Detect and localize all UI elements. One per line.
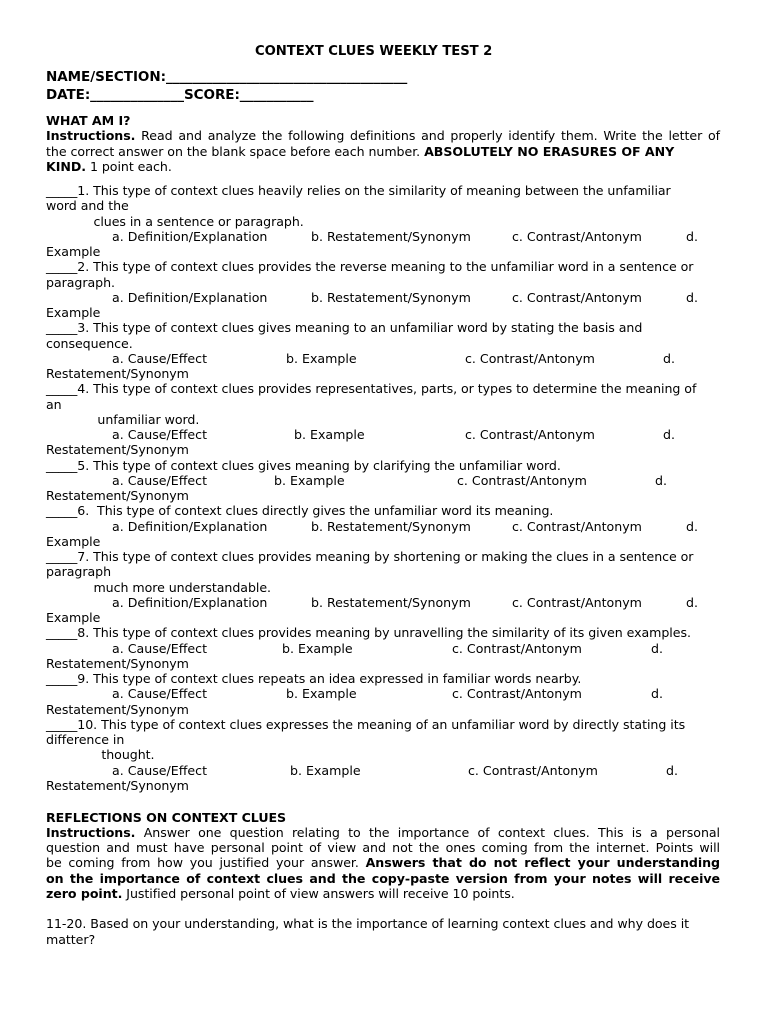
choice-b: b. Example bbox=[294, 427, 365, 442]
choice-a: a. Cause/Effect bbox=[112, 640, 208, 656]
question-stem-continued: paragraph bbox=[46, 564, 112, 580]
part2-heading: REFLECTIONS ON CONTEXT CLUES bbox=[46, 810, 287, 825]
instructions-label: Instructions. bbox=[46, 128, 136, 143]
part2-instructions-line5: zero point. Justified personal point of view answers will receive 10 points. bbox=[46, 886, 515, 901]
essay-question-line2: matter? bbox=[46, 932, 96, 947]
question-stem: _____2. This type of context clues provides the reverse meaning to the unfamiliar word in a sentence or bbox=[46, 259, 694, 275]
choice-d-text: Restatement/Synonym bbox=[46, 366, 189, 381]
part2-instructions-line4: on the importance of context clues and the copy-paste version from your notes will receive bbox=[46, 871, 720, 886]
question-stem: _____3. This type of context clues gives meaning to an unfamiliar word by stating the basis and bbox=[46, 320, 643, 336]
choice-d-letter: d. bbox=[651, 640, 663, 656]
choice-a: a. Definition/Explanation bbox=[112, 518, 268, 534]
choice-b: b. Restatement/Synonym bbox=[311, 289, 471, 305]
choice-d-letter: d. bbox=[686, 594, 698, 610]
choice-b: b. Example bbox=[286, 686, 357, 702]
choice-a: a. Definition/Explanation bbox=[112, 594, 268, 610]
choice-c: c. Contrast/Antonym bbox=[512, 228, 642, 244]
choice-d-text: Restatement/Synonym bbox=[46, 777, 189, 793]
choice-a: a. Cause/Effect bbox=[112, 472, 208, 488]
choice-c: c. Contrast/Antonym bbox=[452, 640, 582, 656]
name-section-line: NAME/SECTION:____________________________________ bbox=[46, 69, 408, 85]
choice-a: a. Cause/Effect bbox=[112, 427, 208, 442]
question-stem: _____4. This type of context clues provides representatives, parts, or types to determine the meaning of bbox=[46, 381, 697, 397]
choice-b: b. Restatement/Synonym bbox=[311, 228, 471, 244]
question-stem: _____6. This type of context clues directly gives the unfamiliar word its meaning. bbox=[46, 503, 554, 519]
question-stem: _____10. This type of context clues expresses the meaning of an unfamiliar word by directly stating its bbox=[46, 716, 686, 732]
choice-d-text: Example bbox=[46, 305, 101, 320]
part1-instructions-line1: Instructions. Read and analyze the following definitions and properly identify them. Write the letter of bbox=[46, 128, 720, 143]
choice-d-text: Example bbox=[46, 244, 101, 259]
question-stem-continued: word and the bbox=[46, 198, 129, 214]
instructions-label-2: Instructions. bbox=[46, 825, 136, 840]
question-stem: _____5. This type of context clues gives meaning by clarifying the unfamiliar word. bbox=[46, 457, 561, 473]
choice-d-text: Example bbox=[46, 533, 101, 549]
question-stem-continued: unfamiliar word. bbox=[46, 411, 200, 427]
choice-d-text: Restatement/Synonym bbox=[46, 655, 189, 671]
part1-heading: WHAT AM I? bbox=[46, 113, 131, 128]
choice-b: b. Example bbox=[282, 640, 353, 656]
date-score-line: DATE:______________SCORE:___________ bbox=[46, 87, 314, 103]
choice-b: b. Restatement/Synonym bbox=[311, 518, 471, 534]
question-stem-continued: difference in bbox=[46, 732, 125, 747]
choice-a: a. Cause/Effect bbox=[112, 350, 208, 366]
question-stem-continued: paragraph. bbox=[46, 274, 115, 290]
choice-d-letter: d. bbox=[686, 518, 698, 534]
choice-b: b. Example bbox=[290, 762, 361, 778]
choice-d-letter: d. bbox=[663, 427, 675, 442]
choice-d-letter: d. bbox=[686, 289, 698, 305]
choice-b: b. Example bbox=[274, 472, 345, 488]
choice-b: b. Example bbox=[286, 350, 357, 366]
choice-a: a. Definition/Explanation bbox=[112, 228, 268, 244]
choice-c: c. Contrast/Antonym bbox=[512, 518, 642, 534]
question-stem: _____9. This type of context clues repeats an idea expressed in familiar words nearby. bbox=[46, 671, 582, 686]
part2-instructions-line2: question and must have personal point of view and not the ones coming from the internet. Points will bbox=[46, 840, 720, 855]
essay-question-line1: 11-20. Based on your understanding, what is the importance of learning context clues and why does it bbox=[46, 916, 690, 931]
choice-d-text: Example bbox=[46, 610, 101, 625]
choice-d-text: Restatement/Synonym bbox=[46, 442, 189, 458]
choice-d-text: Restatement/Synonym bbox=[46, 701, 189, 717]
choice-a: a. Cause/Effect bbox=[112, 686, 208, 702]
choice-a: a. Definition/Explanation bbox=[112, 289, 268, 305]
choice-d-text: Restatement/Synonym bbox=[46, 488, 189, 503]
choice-d-letter: d. bbox=[666, 762, 678, 778]
test-title: CONTEXT CLUES WEEKLY TEST 2 bbox=[255, 44, 493, 59]
choice-a: a. Cause/Effect bbox=[112, 762, 208, 778]
choice-c: c. Contrast/Antonym bbox=[468, 762, 598, 778]
part1-instructions-line2: the correct answer on the blank space before each number. ABSOLUTELY NO ERASURES OF ANY bbox=[46, 144, 675, 159]
choice-d-letter: d. bbox=[655, 472, 667, 488]
question-stem-continued: clues in a sentence or paragraph. bbox=[46, 213, 304, 229]
choice-d-letter: d. bbox=[651, 686, 663, 702]
question-stem: _____7. This type of context clues provides meaning by shortening or making the clues in a sentence or bbox=[46, 549, 694, 564]
part1-instructions-line3: KIND. 1 point each. bbox=[46, 159, 172, 174]
choice-d-letter: d. bbox=[663, 350, 675, 366]
choice-c: c. Contrast/Antonym bbox=[465, 427, 595, 442]
question-stem: _____1. This type of context clues heavily relies on the similarity of meaning between the unfamiliar bbox=[46, 183, 671, 198]
question-stem-continued: an bbox=[46, 396, 62, 412]
question-stem-continued: thought. bbox=[46, 747, 155, 763]
choice-c: c. Contrast/Antonym bbox=[512, 289, 642, 305]
choice-c: c. Contrast/Antonym bbox=[465, 350, 595, 366]
part2-instructions-line1: Instructions. Answer one question relating to the importance of context clues. This is a personal bbox=[46, 825, 720, 840]
choice-c: c. Contrast/Antonym bbox=[452, 686, 582, 702]
question-stem-continued: consequence. bbox=[46, 335, 133, 351]
question-stem: _____8. This type of context clues provides meaning by unravelling the similarity of its given examples. bbox=[46, 625, 691, 641]
choice-c: c. Contrast/Antonym bbox=[512, 594, 642, 610]
question-stem-continued: much more understandable. bbox=[46, 579, 272, 595]
choice-b: b. Restatement/Synonym bbox=[311, 594, 471, 610]
choice-c: c. Contrast/Antonym bbox=[457, 472, 587, 488]
part2-instructions-line3: be coming from how you justified your answer. Answers that do not reflect your understanding bbox=[46, 855, 721, 870]
choice-d-letter: d. bbox=[686, 228, 698, 244]
